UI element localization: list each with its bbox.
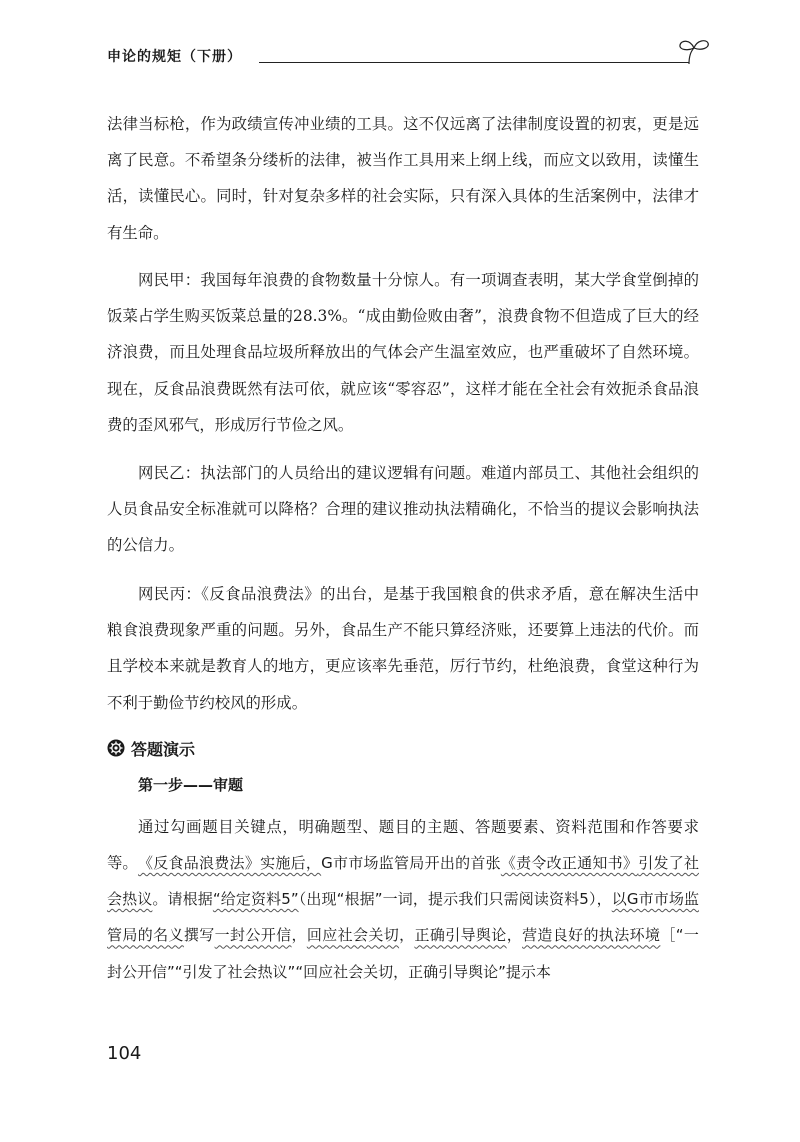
marked-phrase: 以G市市场监管局的名义 <box>107 890 699 945</box>
marked-phrase: “给定资料5” <box>212 890 299 909</box>
running-header <box>107 32 707 72</box>
gear-bullet-icon <box>107 739 125 757</box>
section-heading <box>107 733 195 763</box>
marked-phrase: 营造良好的执法环境 <box>522 926 661 945</box>
plain-phrase: 。请根据 <box>152 890 213 909</box>
step-heading: 第一步——审题 <box>138 776 244 794</box>
plain-phrase: （出现“根据”一词，提示我们只需阅读资料5）， <box>298 890 612 909</box>
paragraph-netizen-c: 网民丙：《反食品浪费法》的出台，是基于我国粮食的供求矛盾，意在解决生活中粮食浪费现象严重的问题。另外，食品生产不能只算经济账，还要算上违法的代价。而且学校本来就是教育人的地方，更应该率先垂范，厉行节约，杜绝浪费，食堂这种行为不利于勤俭节约校风的形成。 <box>107 585 699 712</box>
section-title: 答题演示 <box>131 739 196 759</box>
marked-phrase: 《责令改正通知书》 <box>500 854 639 872</box>
marked-phrase: 《反食品浪费法》实施后， <box>138 854 322 872</box>
marked-phrase: 一封公开信 <box>214 926 292 945</box>
plain-phrase: ， <box>399 926 415 945</box>
marked-phrase: 回应社会关切 <box>306 926 400 945</box>
book-title: 申论的规矩（下册） <box>107 49 242 65</box>
header-rule <box>259 62 689 63</box>
plain-phrase: ， <box>506 926 523 945</box>
page-number: 104 <box>107 1043 142 1064</box>
plain-phrase: G市市场监管局开出的首张 <box>321 854 501 872</box>
marked-phrase: 引发了社会热议 <box>107 854 699 909</box>
paragraph-question-analysis <box>107 845 699 990</box>
paragraph-method: 通过勾画题目关键点，明确题型、题目的主题、答题要素、资料范围和作答要求等。 <box>107 818 699 873</box>
paragraph-netizen-a: 网民甲：我国每年浪费的食物数量十分惊人。有一项调查表明，某大学食堂倒掉的饭菜占学生购买饭菜总量的28.3%。“成由勤俭败由奢”，浪费食物不但造成了巨大的经济浪费，而且处理食品垃圾所释放出的气体会产生温室效应，也严重破坏了自然环境。现在，反食品浪费既然有法可依，就应该“零容忍”，这样才能在全社会有效扼杀食品浪费的歪风邪气，形成厉行节俭之风。 <box>107 271 699 434</box>
paragraph-law-as-tool: 法律当标枪，作为政绩宣传冲业绩的工具。这不仅远离了法律制度设置的初衷，更是远离了民意。不希望条分缕析的法律，被当作工具用来上纲上线，而应文以致用，读懂生活，读懂民心。同时，针对复杂多样的社会实际，只有深入具体的生活案例中，法律才有生命。 <box>107 115 699 242</box>
paragraph-netizen-b: 网民乙：执法部门的人员给出的建议逻辑有问题。难道内部员工、其他社会组织的人员食品安全标准就可以降格？合理的建议推动执法精确化，不恰当的提议会影响执法的公信力。 <box>107 464 699 555</box>
plain-phrase: 撰写 <box>183 926 215 945</box>
sprout-icon <box>677 36 711 66</box>
plain-phrase: ［“一封公开信”“引发了社会热议”“回应社会关切，正确引导舆论”提示本 <box>107 926 699 981</box>
marked-phrase: 正确引导舆论 <box>414 926 507 945</box>
plain-phrase: ， <box>291 926 307 945</box>
